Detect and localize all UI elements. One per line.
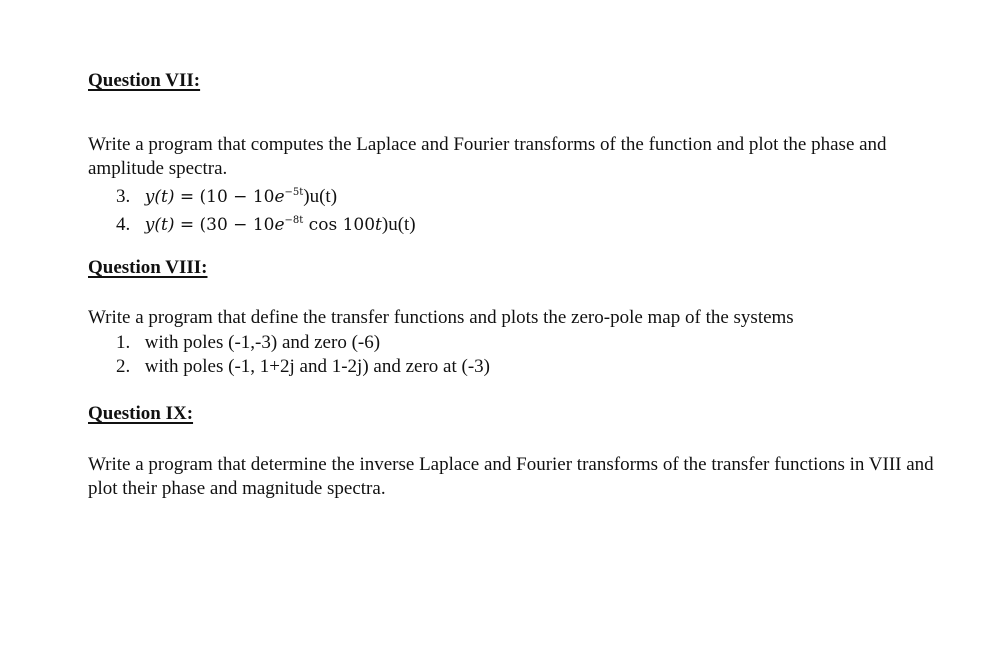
question-viii-text: Write a program that define the transfer functions and plots the zero-pole map of the systems xyxy=(88,307,794,328)
equation-exponent: −8t xyxy=(284,215,304,226)
list-item xyxy=(116,209,416,237)
equation-lhs: y(t) xyxy=(144,187,175,207)
question-viii-heading: Question VIII: xyxy=(88,257,208,278)
item-text: with poles (-1, 1+2j and 1-2j) and zero at (-3) xyxy=(144,356,490,377)
question-viii-list xyxy=(116,331,490,379)
equation-var: t xyxy=(375,215,382,235)
equation-part: = (30 − 10 xyxy=(174,215,275,235)
item-text: with poles (-1,-3) and zero (-6) xyxy=(144,332,381,353)
equation-mid: cos 100 xyxy=(303,215,376,235)
question-vii-text: Write a program that computes the Laplace and Fourier transforms of the function and plot the phase and amplitude spectra. xyxy=(88,134,887,179)
item-number: 1. xyxy=(116,332,131,353)
list-item xyxy=(116,181,416,209)
equation xyxy=(145,215,416,235)
equation-e: e xyxy=(274,215,285,235)
equation-tail: )u(t) xyxy=(381,214,416,235)
list-item xyxy=(116,331,490,355)
item-number: 4. xyxy=(116,214,131,235)
equation-part: = (10 − 10 xyxy=(174,187,275,207)
list-item xyxy=(116,355,490,379)
question-ix-text: Write a program that determine the inverse Laplace and Fourier transforms of the transfer functions in VIII and plot their phase and magnitude spectra. xyxy=(88,454,934,499)
equation-exponent: −5t xyxy=(284,187,304,198)
question-ix-heading: Question IX: xyxy=(88,403,194,424)
equation-e: e xyxy=(274,187,285,207)
equation-lhs: y(t) xyxy=(144,215,175,235)
question-vii-heading: Question VII: xyxy=(88,70,201,91)
equation xyxy=(145,187,337,207)
item-number: 2. xyxy=(116,356,131,377)
equation-tail: )u(t) xyxy=(303,186,338,207)
question-vii-list xyxy=(116,181,416,237)
item-number: 3. xyxy=(116,186,131,207)
